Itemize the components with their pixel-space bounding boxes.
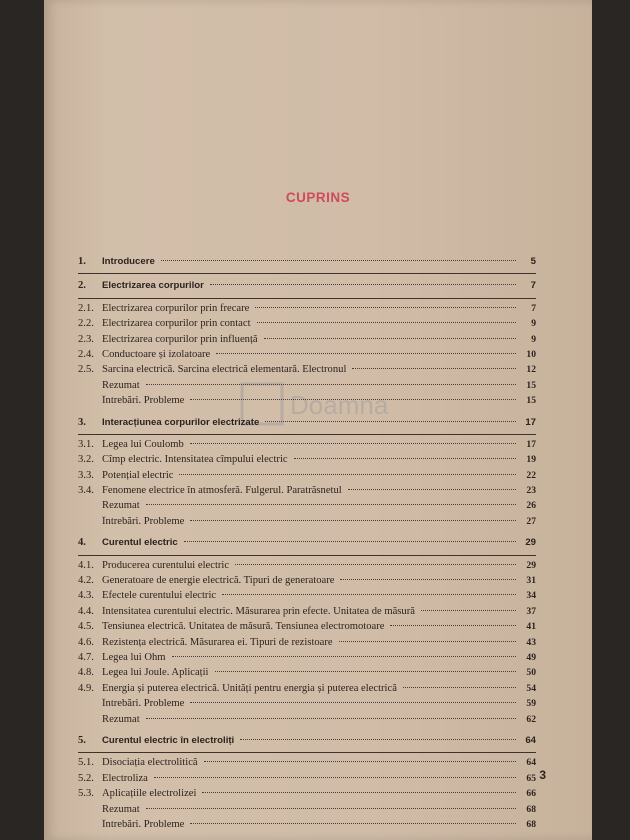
- entry-number: 4.7.: [78, 651, 94, 663]
- toc-entry-row: [78, 788, 536, 803]
- dot-leader: [390, 625, 516, 626]
- entry-number: 3.1.: [78, 438, 94, 450]
- entry-number: 2.2.: [78, 318, 94, 330]
- entry-page: 49: [526, 651, 536, 663]
- entry-number: 4.5.: [78, 621, 94, 633]
- dot-leader: [403, 687, 516, 688]
- toc-entry-row: [78, 380, 536, 395]
- entry-number: 4.4.: [78, 605, 94, 617]
- entry-title: Fenomene electrice în atmosferă. Fulgerul. Paratrăsnetul: [102, 485, 342, 497]
- dot-leader: [257, 322, 516, 323]
- entry-page: 68: [526, 818, 536, 830]
- entry-title: Legea lui Ohm: [102, 651, 166, 663]
- entry-title: Întrebări. Probleme: [102, 698, 185, 710]
- chapter-page: 64: [525, 734, 536, 746]
- chapter-number: 1.: [78, 256, 86, 267]
- entry-page: 17: [526, 438, 536, 450]
- dot-leader: [222, 594, 516, 595]
- entry-title: Rezumat: [102, 500, 140, 512]
- entry-title: Intensitatea curentului electric. Măsurarea prin efecte. Unitatea de măsură: [102, 605, 415, 617]
- entry-title: Întrebări. Probleme: [102, 818, 185, 830]
- entry-page: 26: [526, 500, 536, 512]
- entry-page: 66: [526, 788, 536, 800]
- chapter-title: Curentul electric în electroliți: [102, 734, 235, 746]
- toc-entry-row: [78, 395, 536, 410]
- toc-section: [78, 537, 536, 729]
- entry-title: Generatoare de energie electrică. Tipuri de generatoare: [102, 575, 335, 587]
- dot-leader: [172, 656, 516, 657]
- toc-entry-row: [78, 303, 536, 318]
- toc-entry-row: [78, 773, 536, 788]
- toc-chapter-row: [78, 537, 536, 552]
- entry-title: Legea lui Coulomb: [102, 438, 184, 450]
- entry-page: 31: [526, 575, 536, 587]
- dot-leader: [202, 792, 516, 793]
- entry-number: 4.8.: [78, 667, 94, 679]
- toc-chapter-row: [78, 256, 536, 271]
- entry-number: 5.3.: [78, 788, 94, 800]
- toc-entry-row: [78, 485, 536, 500]
- entry-number: 5.2.: [78, 772, 94, 784]
- toc-entry-row: [78, 470, 536, 485]
- entry-title: Conductoare și izolatoare: [102, 348, 211, 360]
- page-title: CUPRINS: [285, 190, 351, 205]
- dot-leader: [190, 702, 516, 703]
- chapter-number: 5.: [78, 734, 86, 746]
- entry-number: 5.1.: [78, 757, 94, 769]
- entry-title: Producerea curentului electric: [102, 559, 230, 571]
- dot-leader: [348, 489, 516, 490]
- chapter-title: Introducere: [102, 256, 155, 267]
- dot-leader: [154, 777, 516, 778]
- chapter-page: 5: [530, 256, 536, 267]
- dot-leader: [204, 761, 516, 762]
- entry-page: 65: [526, 772, 536, 784]
- dot-leader: [264, 338, 516, 339]
- entry-number: 4.2.: [78, 575, 94, 587]
- entry-page: 10: [526, 348, 536, 360]
- toc-entry-row: [78, 804, 536, 819]
- entry-page: 37: [526, 605, 536, 617]
- dot-leader: [210, 284, 516, 285]
- chapter-page: 17: [525, 416, 536, 428]
- toc-entry-row: [78, 606, 536, 621]
- dot-leader: [216, 353, 516, 354]
- entry-page: 34: [526, 590, 536, 602]
- entry-title: Cîmp electric. Intensitatea cîmpului electric: [102, 454, 288, 466]
- entry-title: Electrizarea corpurilor prin influență: [102, 333, 258, 345]
- entry-page: 43: [526, 636, 536, 648]
- entry-number: 4.6.: [78, 636, 94, 648]
- dot-leader: [240, 739, 516, 740]
- dot-leader: [265, 421, 516, 422]
- chapter-divider: [78, 273, 536, 274]
- chapter-page: 7: [530, 280, 536, 292]
- toc-section: [78, 735, 536, 834]
- toc-section: [78, 256, 536, 274]
- toc-entry-row: [78, 667, 536, 682]
- dot-leader: [235, 564, 516, 565]
- entry-page: 23: [526, 485, 536, 497]
- dot-leader: [340, 579, 516, 580]
- entry-title: Rezistența electrică. Măsurarea ei. Tipuri de rezistoare: [102, 636, 333, 648]
- entry-page: 22: [526, 469, 536, 481]
- entry-title: Potențial electric: [102, 469, 174, 481]
- entry-title: Electrizarea corpurilor prin contact: [102, 318, 251, 330]
- toc-chapter-row: [78, 735, 536, 750]
- entry-page: 68: [526, 803, 536, 815]
- entry-number: 3.3.: [78, 469, 94, 481]
- dot-leader: [146, 384, 516, 385]
- entry-page: 64: [526, 757, 536, 769]
- entry-page: 27: [526, 515, 536, 527]
- entry-number: 2.3.: [78, 333, 94, 345]
- entry-title: Electrizarea corpurilor prin frecare: [102, 302, 250, 314]
- entry-page: 15: [526, 395, 536, 407]
- toc-entry-row: [78, 819, 536, 834]
- chapter-number: 2.: [78, 280, 86, 292]
- entry-page: 19: [526, 454, 536, 466]
- entry-page: 54: [526, 682, 536, 694]
- dot-leader: [190, 520, 516, 521]
- dot-leader: [339, 641, 516, 642]
- chapter-divider: [78, 434, 536, 435]
- chapter-divider: [78, 298, 536, 299]
- toc-entry-row: [78, 637, 536, 652]
- dot-leader: [190, 399, 516, 400]
- dot-leader: [179, 474, 516, 475]
- svg-text:Doamna: Doamna: [290, 390, 389, 420]
- chapter-title: Interacțiunea corpurilor electrizate: [102, 416, 260, 428]
- entry-page: 50: [526, 667, 536, 679]
- dot-leader: [161, 260, 516, 261]
- chapter-number: 4.: [78, 537, 86, 549]
- entry-page: 12: [526, 364, 536, 376]
- chapter-divider: [78, 752, 536, 753]
- toc-entry-row: [78, 439, 536, 454]
- entry-title: Întrebări. Probleme: [102, 515, 185, 527]
- chapter-title: Curentul electric: [102, 537, 178, 549]
- dot-leader: [146, 504, 516, 505]
- toc-entry-row: [78, 621, 536, 636]
- dot-leader: [294, 458, 516, 459]
- dot-leader: [184, 541, 516, 542]
- toc-entry-row: [78, 516, 536, 531]
- entry-page: 9: [531, 318, 536, 330]
- entry-title: Energia și puterea electrică. Unități pentru energia și puterea electrică: [102, 682, 397, 694]
- dot-leader: [352, 368, 516, 369]
- toc-entry-row: [78, 590, 536, 605]
- toc-entry-row: [78, 454, 536, 469]
- toc-entry-row: [78, 318, 536, 333]
- entry-title: Disociația electrolitică: [102, 757, 198, 769]
- entry-page: 41: [526, 621, 536, 633]
- entry-title: Tensiunea electrică. Unitatea de măsură. Tensiunea electromotoare: [102, 621, 385, 633]
- entry-title: Aplicațiile electrolizei: [102, 788, 197, 800]
- toc-entry-row: [78, 500, 536, 515]
- page-number: 3: [539, 768, 546, 782]
- dot-leader: [190, 443, 516, 444]
- entry-number: 4.9.: [78, 682, 94, 694]
- entry-title: Legea lui Joule. Aplicații: [102, 667, 209, 679]
- entry-title: Rezumat: [102, 713, 140, 725]
- toc-entry-row: [78, 560, 536, 575]
- entry-number: 4.1.: [78, 559, 94, 571]
- entry-title: Efectele curentului electric: [102, 590, 217, 602]
- entry-page: 62: [526, 713, 536, 725]
- dot-leader: [190, 823, 516, 824]
- entry-page: 29: [526, 559, 536, 571]
- entry-page: 59: [526, 698, 536, 710]
- entry-page: 7: [531, 302, 536, 314]
- toc-entry-row: [78, 575, 536, 590]
- dot-leader: [421, 610, 516, 611]
- toc-entry-row: [78, 698, 536, 713]
- entry-title: Rezumat: [102, 803, 140, 815]
- dot-leader: [255, 307, 516, 308]
- entry-title: Electroliza: [102, 772, 148, 784]
- toc-entry-row: [78, 683, 536, 698]
- entry-title: Sarcina electrică. Sarcina electrică elementară. Electronul: [102, 364, 347, 376]
- chapter-title: Electrizarea corpurilor: [102, 280, 204, 292]
- toc-section: [78, 417, 536, 532]
- toc-entry-row: [78, 757, 536, 772]
- dot-leader: [146, 808, 516, 809]
- toc-chapter-row: [78, 280, 536, 295]
- toc-chapter-row: [78, 417, 536, 432]
- entry-page: 15: [526, 379, 536, 391]
- toc-entry-row: [78, 652, 536, 667]
- table-of-contents: [78, 256, 536, 840]
- entry-number: 2.4.: [78, 348, 94, 360]
- entry-number: 4.3.: [78, 590, 94, 602]
- dot-leader: [146, 718, 516, 719]
- toc-entry-row: [78, 714, 536, 729]
- toc-entry-row: [78, 364, 536, 379]
- toc-section: [78, 280, 536, 410]
- entry-title: Rezumat: [102, 379, 140, 391]
- chapter-divider: [78, 555, 536, 556]
- entry-number: 3.2.: [78, 454, 94, 466]
- entry-page: 9: [531, 333, 536, 345]
- book-page: [44, 0, 592, 840]
- dot-leader: [215, 671, 517, 672]
- chapter-number: 3.: [78, 416, 86, 428]
- entry-number: 2.1.: [78, 302, 94, 314]
- entry-number: 3.4.: [78, 485, 94, 497]
- chapter-page: 29: [525, 537, 536, 549]
- entry-number: 2.5.: [78, 364, 94, 376]
- entry-title: Întrebări. Probleme: [102, 395, 185, 407]
- toc-entry-row: [78, 334, 536, 349]
- toc-entry-row: [78, 349, 536, 364]
